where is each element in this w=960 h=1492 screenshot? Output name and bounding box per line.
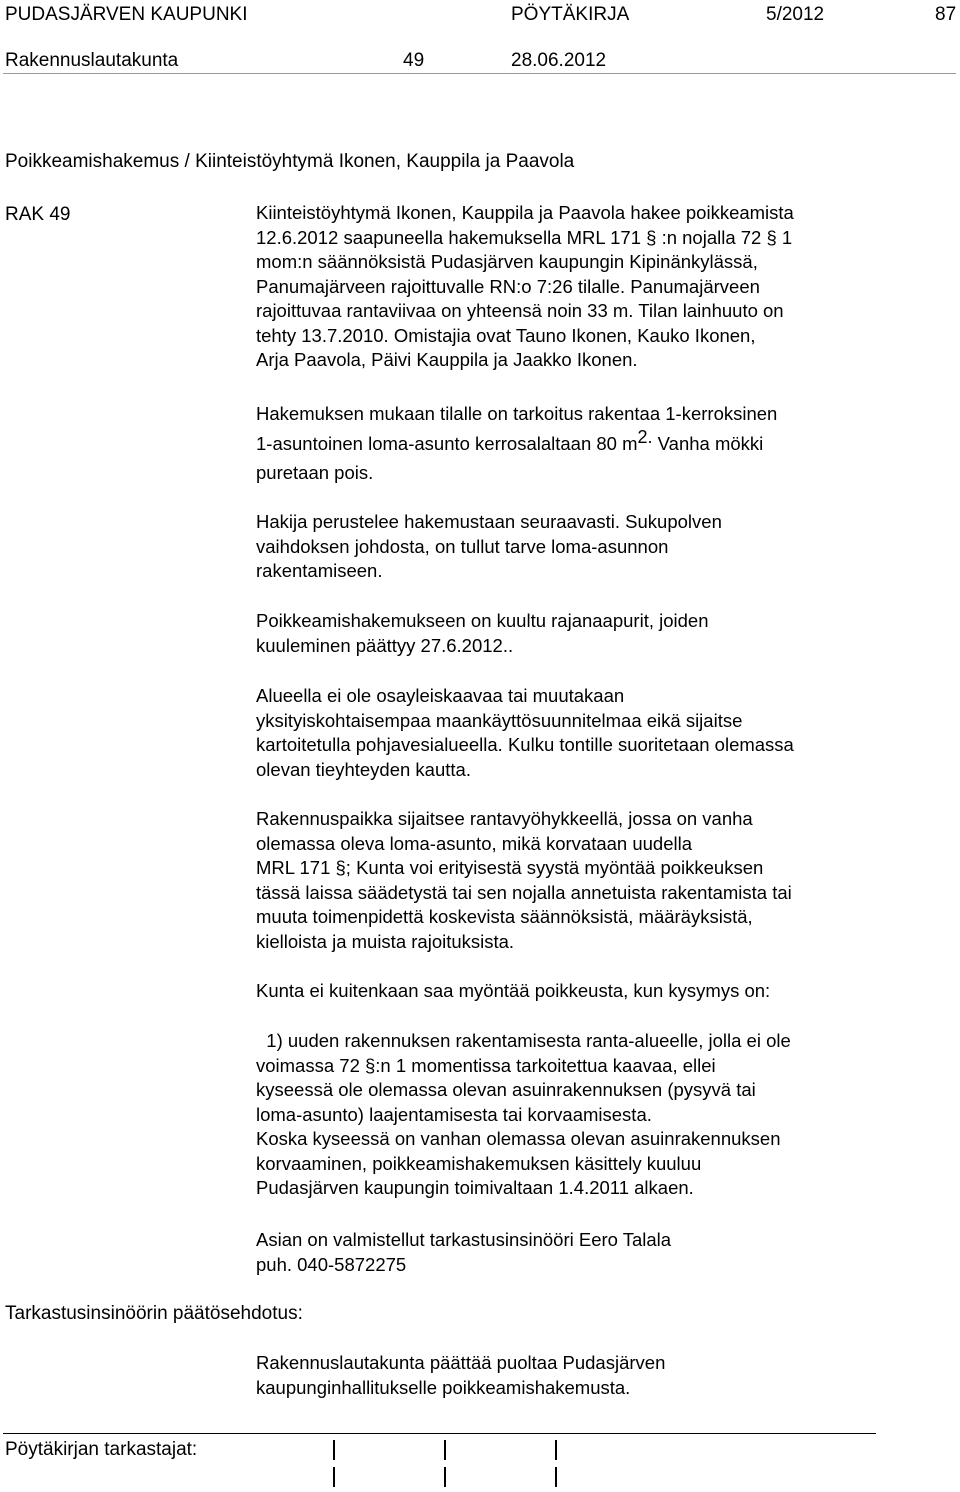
- header-committee: Rakennuslautakunta: [5, 50, 179, 71]
- paragraph-neighbours: [256, 609, 896, 658]
- text-line: olemassa oleva loma-asunto, mikä korvataan uudella: [256, 832, 693, 854]
- header-org: PUDASJÄRVEN KAUPUNKI: [5, 4, 248, 25]
- section-label: RAK 49: [5, 204, 71, 225]
- text-line: Asian on valmistellut tarkastusinsinööri Eero Talala: [256, 1229, 672, 1250]
- proposal-text: [256, 1351, 896, 1400]
- paragraph-exception-rule: [256, 1029, 896, 1201]
- header-doc-type: PÖYTÄKIRJA: [511, 4, 630, 25]
- header-page-number: 87: [935, 4, 957, 25]
- signature-box-divider: [555, 1440, 557, 1460]
- text-line: rakentamiseen.: [256, 560, 383, 581]
- text-line: Hakemuksen mukaan tilalle on tarkoitus rakentaa 1-kerroksinen: [256, 403, 778, 424]
- text-line: Poikkeamishakemukseen on kuultu rajanaapurit, joiden: [256, 610, 709, 631]
- footer-rule: [3, 1433, 876, 1434]
- paragraph-application: [256, 201, 896, 373]
- text-line: Panumajärveen rajoittuvalle RN:o 7:26 tilalle. Panumajärveen: [256, 275, 760, 297]
- signature-box-divider: [555, 1467, 557, 1487]
- text-line: Arja Paavola, Päivi Kauppila ja Jaakko Ikonen.: [256, 349, 638, 370]
- text-line: muuta toimenpidettä koskevista säännöksistä, määräyksistä,: [256, 906, 753, 927]
- text-line: kielloista ja muista rajoituksista.: [256, 930, 515, 952]
- paragraph-justification: [256, 510, 896, 584]
- text-line: voimassa 72 §:n 1 momentissa tarkoitettua kaavaa, ellei: [256, 1054, 716, 1076]
- paragraph-preparer: [256, 1228, 896, 1277]
- text-span: Vanha mökki: [652, 432, 764, 454]
- text-line: yksityiskohtaisempaa maankäyttösuunnitelmaa eikä sijaitse: [256, 709, 743, 731]
- text-line: kuuleminen päättyy 27.6.2012..: [256, 634, 514, 656]
- header-rule: [3, 73, 956, 74]
- superscript: 2.: [637, 426, 653, 447]
- text-line: tässä laissa säädetystä tai sen nojalla annetuista rakentamista tai: [256, 881, 792, 903]
- text-line: vaihdoksen johdosta, on tullut tarve loma-asunnon: [256, 535, 669, 557]
- signature-box-divider: [333, 1467, 335, 1487]
- footer-label: Pöytäkirjan tarkastajat:: [5, 1439, 198, 1460]
- text-line: kyseessä ole olemassa olevan asuinrakennuksen (pysyvä tai: [256, 1079, 756, 1100]
- text-line: puretaan pois.: [256, 462, 374, 483]
- text-line: Rakennuslautakunta päättää puoltaa Pudasjärven: [256, 1352, 666, 1373]
- paragraph-building-site: [256, 807, 896, 954]
- text-line: 12.6.2012 saapuneella hakemuksella MRL 171 § :n nojalla 72 § 1: [256, 226, 793, 248]
- text-line: Kiinteistöyhtymä Ikonen, Kauppila ja Paavola hakee poikkeamista: [256, 202, 794, 223]
- document-title: Poikkeamishakemus / Kiinteistöyhtymä Ikonen, Kauppila ja Paavola: [5, 151, 575, 172]
- text-line: kaupunginhallitukselle poikkeamishakemusta.: [256, 1376, 631, 1398]
- paragraph-zoning: [256, 684, 896, 782]
- header-section: 49: [403, 50, 425, 71]
- text-line: 1) uuden rakennuksen rakentamisesta ranta-alueelle, jolla ei ole: [256, 1030, 791, 1051]
- text-line: rajoittuvaa rantaviivaa on yhteensä noin 33 m. Tilan lainhuuto on: [256, 300, 784, 321]
- signature-box-divider: [444, 1440, 446, 1460]
- text-line: loma-asunto) laajentamisesta tai korvaamisesta.: [256, 1103, 652, 1125]
- paragraph-restriction: [256, 979, 896, 1004]
- text-line: tehty 13.7.2010. Omistajia ovat Tauno Ikonen, Kauko Ikonen,: [256, 324, 756, 346]
- text-line: Rakennuspaikka sijaitsee rantavyöhykkeellä, jossa on vanha: [256, 808, 753, 829]
- text-line: puh. 040-5872275: [256, 1253, 407, 1275]
- text-line: Pudasjärven kaupungin toimivaltaan 1.4.2011 alkaen.: [256, 1177, 694, 1198]
- text-line: kartoitetulla pohjavesialueella. Kulku tontille suoritetaan olemassa: [256, 734, 794, 755]
- text-line: korvaaminen, poikkeamishakemuksen käsittely kuuluu: [256, 1152, 702, 1174]
- text-line: Kunta ei kuitenkaan saa myöntää poikkeusta, kun kysymys on:: [256, 980, 771, 1001]
- text-line: Koska kyseessä on vanhan olemassa olevan asuinrakennuksen: [256, 1128, 781, 1149]
- signature-box-divider: [444, 1467, 446, 1487]
- proposal-label: Tarkastusinsinöörin päätösehdotus:: [5, 1303, 303, 1324]
- signature-box-divider: [333, 1440, 335, 1460]
- text-line: MRL 171 §; Kunta voi erityisestä syystä myöntää poikkeuksen: [256, 857, 764, 878]
- text-span: 1-asuntoinen loma-asunto kerrosalaltaan 80 m: [256, 432, 638, 454]
- text-line: Hakija perustelee hakemustaan seuraavasti. Sukupolven: [256, 511, 722, 532]
- text-line: Alueella ei ole osayleiskaavaa tai muutakaan: [256, 685, 625, 706]
- header-date: 28.06.2012: [511, 50, 607, 71]
- text-line: olevan tieyhteyden kautta.: [256, 758, 471, 780]
- text-line: [256, 426, 896, 459]
- paragraph-building-plan: [256, 399, 896, 488]
- text-line: mom:n säännöksistä Pudasjärven kaupungin Kipinänkylässä,: [256, 251, 758, 272]
- header-issue: 5/2012: [766, 4, 825, 25]
